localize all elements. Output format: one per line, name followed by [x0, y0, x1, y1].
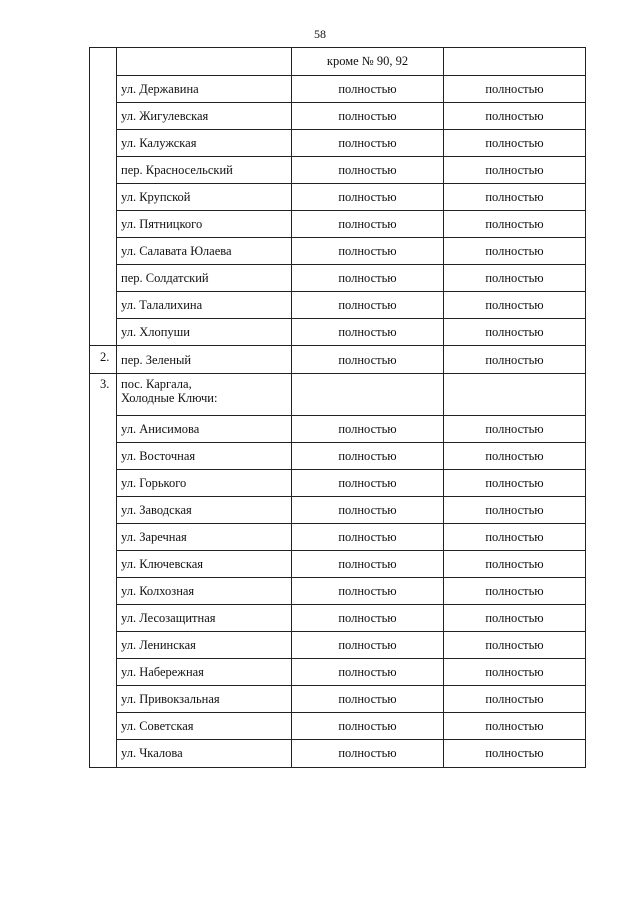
table-row	[90, 497, 586, 524]
even-side-houses: полностью	[444, 551, 586, 578]
even-side-houses: полностью	[444, 605, 586, 632]
even-side-houses: полностью	[444, 237, 586, 264]
table-row	[90, 659, 586, 686]
even-side-houses	[444, 48, 586, 76]
even-side-houses: полностью	[444, 470, 586, 497]
table-row	[90, 48, 586, 76]
street-name	[117, 48, 292, 76]
table-row	[90, 210, 586, 237]
street-name: ул. Талалихина	[117, 291, 292, 318]
even-side-houses: полностью	[444, 210, 586, 237]
odd-side-houses: полностью	[292, 497, 444, 524]
table-row	[90, 183, 586, 210]
table-row	[90, 374, 586, 416]
even-side-houses: полностью	[444, 713, 586, 740]
street-name: пер. Солдатский	[117, 264, 292, 291]
even-side-houses: полностью	[444, 318, 586, 346]
row-number	[90, 75, 117, 102]
row-number	[90, 416, 117, 443]
even-side-houses: полностью	[444, 497, 586, 524]
table-row	[90, 551, 586, 578]
street-name: ул. Горького	[117, 470, 292, 497]
row-number	[90, 686, 117, 713]
row-number	[90, 210, 117, 237]
even-side-houses: полностью	[444, 183, 586, 210]
odd-side-houses: полностью	[292, 291, 444, 318]
row-number: 2.	[90, 346, 117, 374]
street-name: ул. Ленинская	[117, 632, 292, 659]
table-row	[90, 291, 586, 318]
table-row	[90, 318, 586, 346]
table-row	[90, 470, 586, 497]
row-number	[90, 48, 117, 76]
row-number	[90, 578, 117, 605]
row-number	[90, 156, 117, 183]
even-side-houses: полностью	[444, 346, 586, 374]
row-number	[90, 443, 117, 470]
odd-side-houses: полностью	[292, 156, 444, 183]
street-name: ул. Колхозная	[117, 578, 292, 605]
street-name: ул. Ключевская	[117, 551, 292, 578]
even-side-houses: полностью	[444, 443, 586, 470]
row-number	[90, 129, 117, 156]
row-number	[90, 605, 117, 632]
table-row	[90, 524, 586, 551]
table-row	[90, 632, 586, 659]
even-side-houses: полностью	[444, 740, 586, 768]
street-name: ул. Калужская	[117, 129, 292, 156]
row-number	[90, 713, 117, 740]
row-number	[90, 497, 117, 524]
odd-side-houses: полностью	[292, 713, 444, 740]
odd-side-houses: полностью	[292, 129, 444, 156]
table-row	[90, 75, 586, 102]
row-number	[90, 524, 117, 551]
even-side-houses: полностью	[444, 416, 586, 443]
table-row	[90, 740, 586, 768]
even-side-houses: полностью	[444, 75, 586, 102]
row-number	[90, 740, 117, 768]
odd-side-houses: полностью	[292, 740, 444, 768]
odd-side-houses: полностью	[292, 632, 444, 659]
odd-side-houses: полностью	[292, 686, 444, 713]
even-side-houses: полностью	[444, 524, 586, 551]
table-row	[90, 237, 586, 264]
odd-side-houses: полностью	[292, 659, 444, 686]
even-side-houses: полностью	[444, 686, 586, 713]
table-row	[90, 156, 586, 183]
table-row	[90, 102, 586, 129]
row-number	[90, 237, 117, 264]
street-name: ул. Лесозащитная	[117, 605, 292, 632]
even-side-houses: полностью	[444, 291, 586, 318]
even-side-houses: полностью	[444, 578, 586, 605]
even-side-houses: полностью	[444, 129, 586, 156]
row-number	[90, 659, 117, 686]
row-number	[90, 551, 117, 578]
page-number: 58	[314, 27, 326, 41]
street-name: ул. Хлопуши	[117, 318, 292, 346]
even-side-houses: полностью	[444, 102, 586, 129]
street-name: пос. Каргала, Холодные Ключи:	[117, 374, 292, 416]
odd-side-houses	[292, 374, 444, 416]
row-number	[90, 264, 117, 291]
even-side-houses: полностью	[444, 264, 586, 291]
street-register-table	[89, 47, 586, 768]
odd-side-houses: полностью	[292, 183, 444, 210]
street-name: ул. Советская	[117, 713, 292, 740]
row-number	[90, 632, 117, 659]
table-row	[90, 686, 586, 713]
row-number	[90, 470, 117, 497]
row-number	[90, 291, 117, 318]
odd-side-houses: полностью	[292, 524, 444, 551]
odd-side-houses: полностью	[292, 75, 444, 102]
odd-side-houses: полностью	[292, 237, 444, 264]
table-row	[90, 264, 586, 291]
even-side-houses: полностью	[444, 156, 586, 183]
odd-side-houses: полностью	[292, 470, 444, 497]
street-name: ул. Державина	[117, 75, 292, 102]
even-side-houses: полностью	[444, 659, 586, 686]
street-name: ул. Анисимова	[117, 416, 292, 443]
table-row	[90, 578, 586, 605]
odd-side-houses: полностью	[292, 264, 444, 291]
table-row	[90, 416, 586, 443]
street-name: ул. Восточная	[117, 443, 292, 470]
odd-side-houses: полностью	[292, 578, 444, 605]
row-number	[90, 183, 117, 210]
odd-side-houses: кроме № 90, 92	[292, 48, 444, 76]
odd-side-houses: полностью	[292, 443, 444, 470]
even-side-houses: полностью	[444, 632, 586, 659]
table-row	[90, 713, 586, 740]
row-number	[90, 102, 117, 129]
street-name: ул. Заводская	[117, 497, 292, 524]
odd-side-houses: полностью	[292, 318, 444, 346]
street-name: ул. Заречная	[117, 524, 292, 551]
register-body	[90, 48, 586, 768]
even-side-houses	[444, 374, 586, 416]
row-number: 3.	[90, 374, 117, 416]
odd-side-houses: полностью	[292, 605, 444, 632]
street-name: ул. Привокзальная	[117, 686, 292, 713]
table-row	[90, 346, 586, 374]
street-name: ул. Набережная	[117, 659, 292, 686]
table-row	[90, 129, 586, 156]
odd-side-houses: полностью	[292, 210, 444, 237]
odd-side-houses: полностью	[292, 102, 444, 129]
street-name: пер. Зеленый	[117, 346, 292, 374]
street-name: ул. Жигулевская	[117, 102, 292, 129]
street-name: ул. Салавата Юлаева	[117, 237, 292, 264]
table-row	[90, 443, 586, 470]
street-name: ул. Крупской	[117, 183, 292, 210]
table-row	[90, 605, 586, 632]
odd-side-houses: полностью	[292, 416, 444, 443]
street-name: пер. Красносельский	[117, 156, 292, 183]
odd-side-houses: полностью	[292, 346, 444, 374]
street-name: ул. Пятницкого	[117, 210, 292, 237]
street-name: ул. Чкалова	[117, 740, 292, 768]
row-number	[90, 318, 117, 346]
odd-side-houses: полностью	[292, 551, 444, 578]
